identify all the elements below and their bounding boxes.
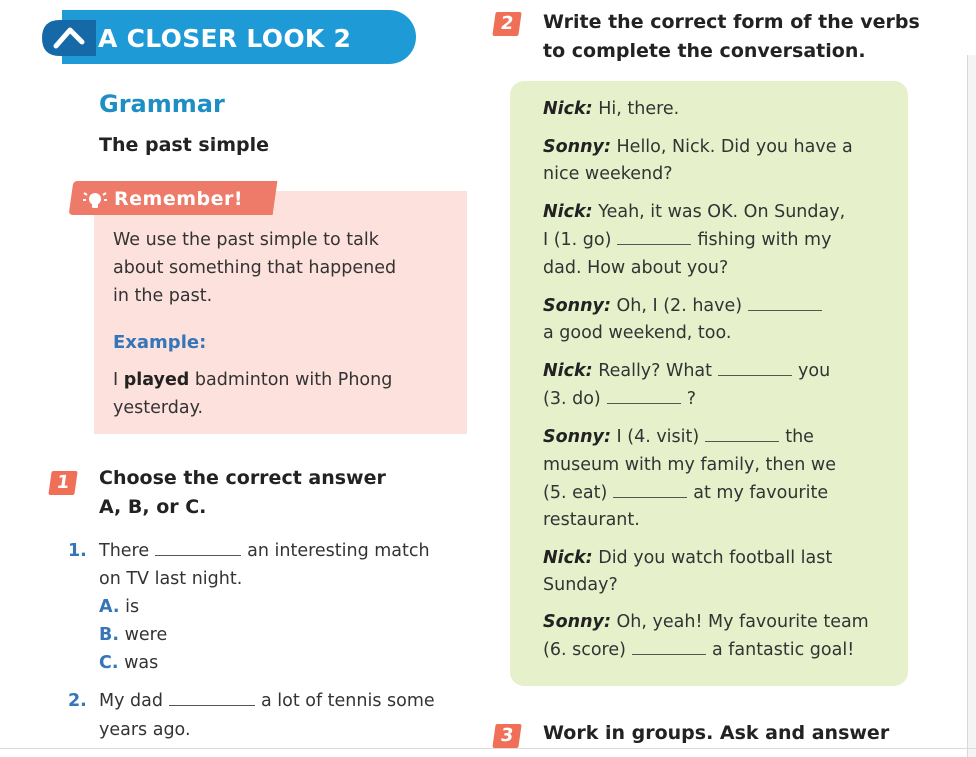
conversation-line (543, 483, 828, 503)
line-text: Oh, I (2. have) (610, 296, 743, 316)
answer-blank[interactable] (718, 361, 792, 376)
answer-blank[interactable] (169, 691, 255, 706)
speaker-name: Nick: (543, 548, 593, 568)
option-letter: A. (99, 597, 120, 617)
banner-arrow-icon (42, 20, 96, 56)
option-letter: C. (99, 653, 119, 673)
conversation-line (543, 99, 679, 119)
line-text: Really? What (592, 361, 712, 381)
line-text: Oh, yeah! My favourite team (610, 612, 869, 632)
speaker-name: Sonny: (543, 427, 611, 447)
answer-blank[interactable] (617, 230, 691, 245)
exercise1-instruction-line2: A, B, or C. (99, 496, 207, 518)
line-text: I (4. visit) (610, 427, 700, 447)
line-text: Hi, there. (592, 99, 680, 119)
grammar-subheading: The past simple (99, 134, 270, 156)
example-sentence (113, 370, 392, 390)
answer-option-b[interactable] (99, 625, 167, 645)
line-text: (5. eat) (543, 483, 608, 503)
exercise-number-badge: 2 (492, 12, 521, 36)
conversation-line (543, 548, 832, 568)
rule-line: in the past. (113, 286, 213, 306)
option-text: is (125, 597, 140, 617)
exercise1-instruction: Choose the correct answer (99, 467, 386, 489)
answer-option-a[interactable] (99, 597, 139, 617)
line-text: I (1. go) (543, 230, 612, 250)
conversation-line: nice weekend? (543, 164, 673, 184)
option-letter: B. (99, 625, 119, 645)
answer-blank[interactable] (632, 640, 706, 655)
conversation-line (543, 427, 814, 447)
question-text (99, 691, 435, 711)
question-text-part: There (99, 541, 150, 561)
conversation-line (543, 296, 828, 316)
line-text: (6. score) (543, 640, 626, 660)
rule-line: We use the past simple to talk (113, 230, 379, 250)
question-text-line2: years ago. (99, 720, 191, 740)
line-text: Did you watch football last (592, 548, 833, 568)
line-text: a fantastic goal! (711, 640, 855, 660)
line-text: Hello, Nick. Did you have a (610, 137, 853, 157)
speaker-name: Nick: (543, 99, 593, 119)
remember-label: Remember! (114, 188, 244, 210)
exercise2-instruction-line2: to complete the conversation. (543, 40, 866, 62)
question-text-part: a lot of tennis some (260, 691, 435, 711)
conversation-line: a good weekend, too. (543, 323, 732, 343)
example-highlight: played (123, 370, 190, 390)
conversation-line (543, 389, 696, 409)
option-text: was (124, 653, 159, 673)
answer-blank[interactable] (705, 427, 779, 442)
line-text: the (785, 427, 814, 447)
answer-blank[interactable] (155, 541, 241, 556)
line-text: you (798, 361, 831, 381)
conversation-line (543, 230, 831, 250)
line-text: Yeah, it was OK. On Sunday, (592, 202, 846, 222)
question-text (99, 541, 430, 561)
line-text: fishing with my (697, 230, 832, 250)
conversation-line: restaurant. (543, 510, 640, 530)
exercise-number-badge: 1 (48, 471, 77, 495)
conversation-line (543, 361, 830, 381)
lightbulb-icon (82, 189, 108, 211)
line-text: (3. do) (543, 389, 601, 409)
speaker-name: Sonny: (543, 296, 611, 316)
conversation-line: museum with my family, then we (543, 455, 836, 475)
page-title: A CLOSER LOOK 2 (98, 24, 352, 53)
scrollbar[interactable] (967, 55, 976, 757)
conversation-line: dad. How about you? (543, 258, 729, 278)
question-text-part: My dad (99, 691, 163, 711)
section-banner (42, 8, 416, 64)
example-text: I (113, 370, 124, 390)
page-divider (0, 748, 976, 749)
question-number: 2. (68, 691, 87, 711)
answer-blank[interactable] (607, 389, 681, 404)
conversation-line (543, 137, 853, 157)
speaker-name: Sonny: (543, 612, 611, 632)
rule-line: about something that happened (113, 258, 397, 278)
answer-option-c[interactable] (99, 653, 158, 673)
line-text: ? (686, 389, 697, 409)
speaker-name: Sonny: (543, 137, 611, 157)
speaker-name: Nick: (543, 361, 593, 381)
answer-blank[interactable] (613, 483, 687, 498)
example-label: Example: (113, 332, 207, 353)
conversation-line (543, 640, 854, 660)
example-text: badminton with Phong (189, 370, 393, 390)
exercise2-instruction: Write the correct form of the verbs (543, 11, 920, 33)
conversation-line (543, 612, 869, 632)
question-text-line2: on TV last night. (99, 569, 243, 589)
exercise3-instruction: Work in groups. Ask and answer (543, 722, 890, 744)
speaker-name: Nick: (543, 202, 593, 222)
example-sentence-line2: yesterday. (113, 398, 204, 418)
conversation-line (543, 202, 845, 222)
question-text-part: an interesting match (247, 541, 430, 561)
grammar-heading: Grammar (99, 90, 225, 118)
line-text: at my favourite (693, 483, 829, 503)
question-number: 1. (68, 541, 87, 561)
answer-blank[interactable] (748, 296, 822, 311)
option-text: were (124, 625, 168, 645)
exercise-number-badge: 3 (492, 724, 521, 748)
conversation-line: Sunday? (543, 575, 618, 595)
